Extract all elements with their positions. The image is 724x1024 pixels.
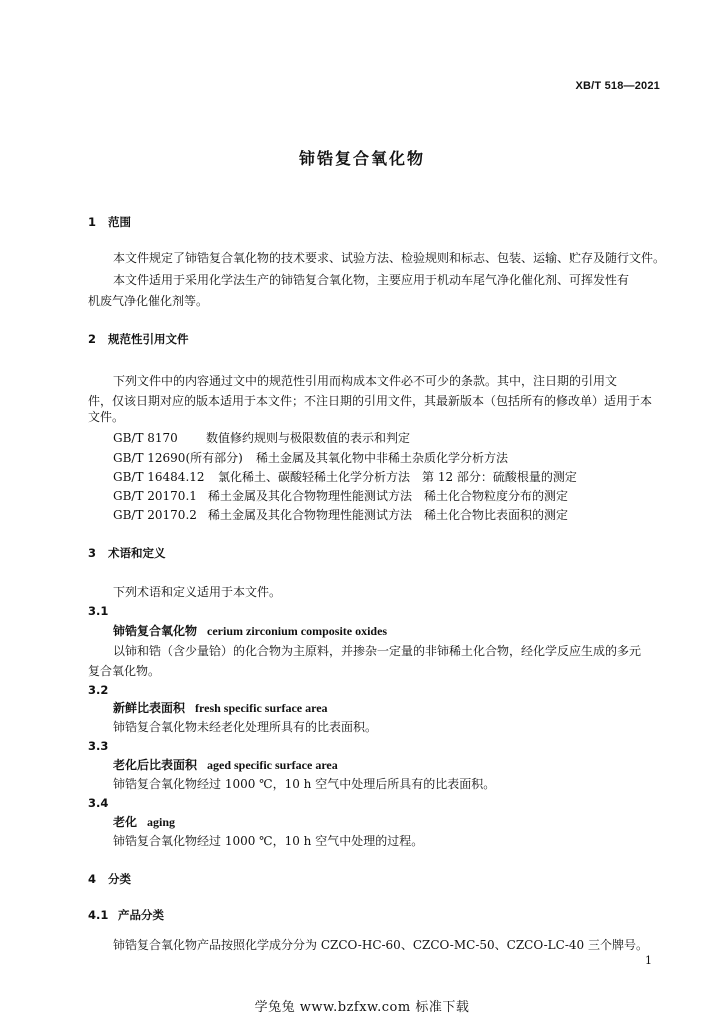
reference-item [113, 450, 508, 466]
classification-paragraph: 铈锆复合氧化物产品按照化学成分分为 CZCO-HC-60、CZCO-MC-50、CZCO-LC-40 三个牌号。 [113, 938, 648, 952]
reference-title: 稀土金属及其化合物物理性能测试方法 稀土化合物粒度分布的测定 [208, 489, 569, 503]
reference-code: GB/T 20170.2 [113, 508, 197, 522]
standard-code: XB/T 518—2021 [575, 80, 660, 92]
term-heading [113, 814, 175, 830]
term-zh: 铈锆复合氧化物 [113, 624, 198, 638]
section-number: 3 [88, 546, 97, 560]
refs-intro-line-1: 下列文件中的内容通过文中的规范性引用而构成本文件必不可少的条款。其中，注日期的引用文 [113, 374, 618, 388]
term-definition: 铈锆复合氧化物经过 1000 ℃，10 h 空气中处理的过程。 [113, 834, 424, 848]
document-title: 铈锆复合氧化物 [298, 149, 425, 168]
section-number: 2 [88, 332, 97, 346]
reference-title: 氯化稀土、碳酸轻稀土化学分析方法 第 12 部分：硫酸根量的测定 [218, 470, 577, 484]
subsection-title: 产品分类 [118, 908, 164, 922]
footer-watermark: 学兔兔 www.bzfxw.com 标准下载 [254, 1000, 470, 1015]
term-definition: 铈锆复合氧化物经过 1000 ℃，10 h 空气中处理后所具有的比表面积。 [113, 777, 496, 791]
reference-item [113, 488, 568, 504]
term-en: aging [147, 815, 176, 829]
reference-code: GB/T 12690(所有部分) [113, 451, 243, 465]
term-heading [113, 757, 338, 773]
term-en: aged specific surface area [207, 758, 338, 772]
reference-item [113, 430, 410, 446]
term-definition-line-2: 复合氧化物。 [88, 664, 161, 678]
terms-intro: 下列术语和定义适用于本文件。 [113, 585, 282, 599]
term-number: 3.4 [88, 796, 109, 810]
section-number: 1 [88, 215, 97, 229]
term-zh: 老化 [113, 815, 138, 829]
page-number: 1 [645, 954, 652, 967]
scope-paragraph-1: 本文件规定了铈锆复合氧化物的技术要求、试验方法、检验规则和标志、包装、运输、贮存及随行文件。 [113, 251, 666, 265]
reference-title: 稀土金属及其氧化物中非稀土杂质化学分析方法 [256, 451, 509, 465]
term-heading [113, 623, 387, 639]
term-definition: 铈锆复合氧化物未经老化处理所具有的比表面积。 [113, 720, 378, 734]
refs-intro-line-2: 件，仅该日期对应的版本适用于本文件；不注日期的引用文件，其最新版本（包括所有的修改单）适用于本 [88, 394, 653, 408]
subsection-number: 4.1 [88, 908, 109, 922]
reference-item [113, 469, 577, 485]
term-zh: 老化后比表面积 [113, 758, 198, 772]
reference-code: GB/T 8170 [113, 431, 178, 445]
section-2-heading [88, 331, 189, 347]
section-number: 4 [88, 872, 97, 886]
term-heading [113, 700, 328, 716]
section-3-heading [88, 545, 166, 561]
subsection-4-1-heading [88, 907, 164, 923]
reference-code: GB/T 20170.1 [113, 489, 197, 503]
term-en: fresh specific surface area [195, 701, 328, 715]
scope-paragraph-2-line-2: 机废气净化催化剂等。 [88, 294, 209, 308]
term-zh: 新鲜比表面积 [113, 701, 186, 715]
reference-title: 稀土金属及其化合物物理性能测试方法 稀土化合物比表面积的测定 [208, 508, 569, 522]
term-definition-line-1: 以铈和锆（含少量铪）的化合物为主原料，并掺杂一定量的非铈稀土化合物，经化学反应生成的多元 [113, 644, 642, 658]
reference-title: 数值修约规则与极限数值的表示和判定 [206, 431, 411, 445]
section-1-heading [88, 214, 131, 230]
section-title: 分类 [108, 872, 131, 886]
term-number: 3.3 [88, 739, 109, 753]
section-title: 范围 [108, 215, 131, 229]
refs-intro-line-3: 文件。 [88, 410, 125, 424]
term-number: 3.1 [88, 604, 109, 618]
reference-item [113, 507, 568, 523]
section-title: 规范性引用文件 [108, 332, 189, 346]
section-4-heading [88, 871, 131, 887]
scope-paragraph-2-line-1: 本文件适用于采用化学法生产的铈锆复合氧化物，主要应用于机动车尾气净化催化剂、可挥发性有 [113, 273, 630, 287]
reference-code: GB/T 16484.12 [113, 470, 205, 484]
term-number: 3.2 [88, 683, 109, 697]
section-title: 术语和定义 [108, 546, 166, 560]
term-en: cerium zirconium composite oxides [207, 624, 388, 638]
